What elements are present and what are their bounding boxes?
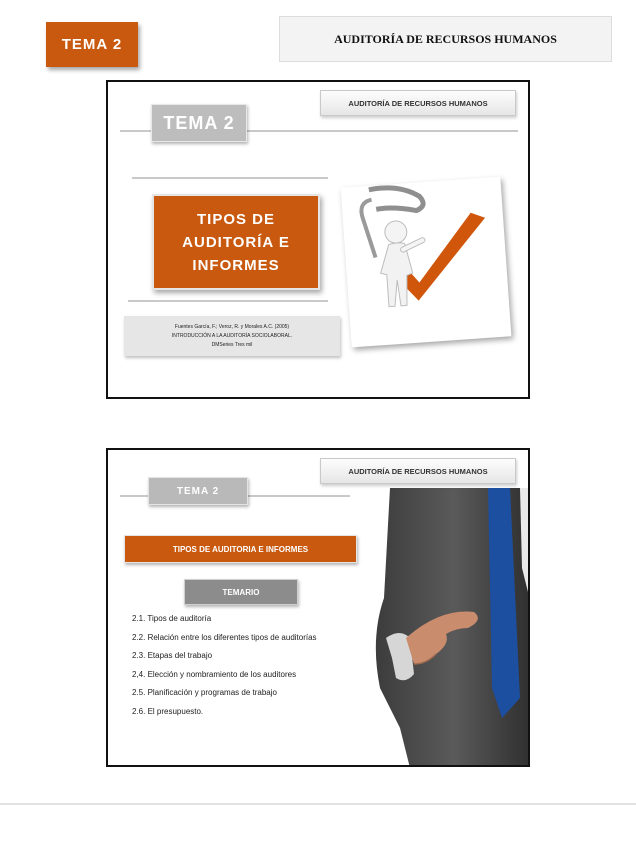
list-item: 2.5. Planificación y programas de trabajo (132, 688, 277, 697)
slide-title-line: INFORMES (192, 256, 280, 274)
checkmark-figure-image (341, 177, 512, 348)
list-item: 2.1. Tipos de auditoría (132, 614, 212, 623)
paperclip-icon (361, 200, 376, 259)
slide-tema-label: TEMA 2 (151, 104, 247, 142)
tema-badge: TEMA 2 (46, 22, 138, 67)
list-item: 2.3. Etapas del trabajo (132, 651, 213, 660)
slide-title-line: TIPOS DE (196, 210, 275, 228)
reference-line: DMSeries Tres mil (211, 341, 253, 348)
slide-header: AUDITORÍA DE RECURSOS HUMANOS (320, 90, 516, 116)
reference-line: INTRODUCCIÓN A LA AUDITORÍA SOCIOLABORAL. (171, 332, 293, 339)
page-footer-divider (0, 803, 636, 805)
list-item: 2.2. Relación entre los diferentes tipos de auditorías (132, 632, 317, 642)
reference-line: Fuentes García, F.; Veroz, R. y Morales A.C. (2005) (174, 323, 290, 330)
bibliographic-reference (124, 316, 340, 356)
slide-title (152, 194, 320, 290)
slide-header: AUDITORÍA DE RECURSOS HUMANOS (320, 458, 516, 484)
slide-tema-label: TEMA 2 (148, 477, 248, 505)
document-header-title: AUDITORÍA DE RECURSOS HUMANOS (279, 16, 612, 62)
slide-1 (106, 80, 530, 399)
divider (132, 177, 328, 179)
list-item: 2,4. Elección y nombramiento de los auditores (132, 669, 297, 679)
temario-label: TEMARIO (184, 579, 298, 605)
slide-2 (106, 448, 530, 767)
slide-title: TIPOS DE AUDITORIA E INFORMES (124, 535, 357, 563)
divider (128, 300, 328, 302)
list-item: 2.6. El presupuesto. (132, 706, 204, 716)
temario-list (132, 614, 382, 725)
slide-title-line: AUDITORÍA E (182, 233, 290, 251)
businessman-handshake-image (370, 488, 530, 767)
